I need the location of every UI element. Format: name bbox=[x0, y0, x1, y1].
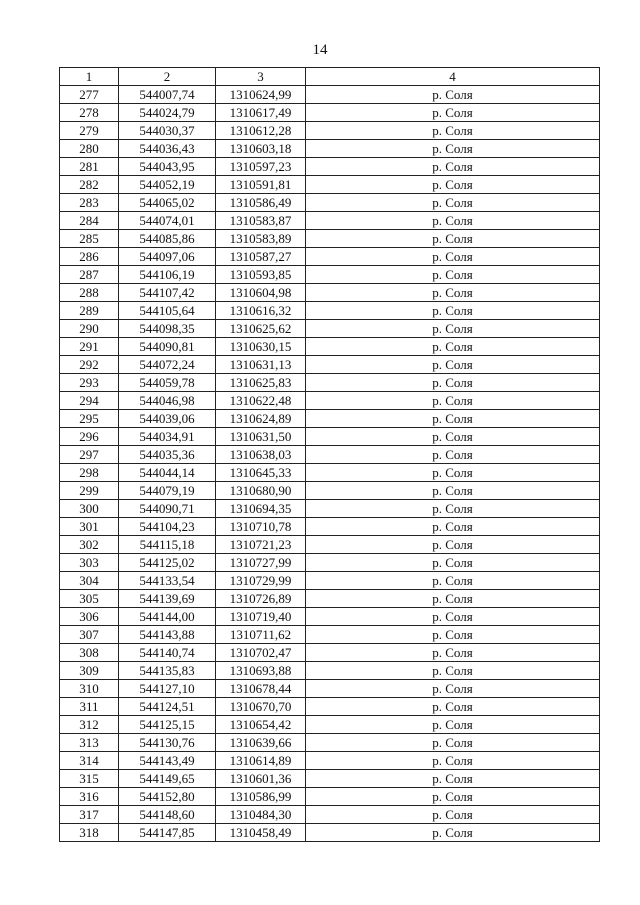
description-cell: р. Соля bbox=[306, 86, 600, 104]
description-cell: р. Соля bbox=[306, 536, 600, 554]
y-coordinate-cell: 1310604,98 bbox=[216, 284, 306, 302]
description-cell: р. Соля bbox=[306, 104, 600, 122]
table-row bbox=[60, 572, 600, 590]
x-coordinate-cell: 544046,98 bbox=[119, 392, 216, 410]
table-row bbox=[60, 392, 600, 410]
point-number-cell: 306 bbox=[60, 608, 119, 626]
table-row bbox=[60, 554, 600, 572]
table-row bbox=[60, 338, 600, 356]
description-cell: р. Соля bbox=[306, 644, 600, 662]
x-coordinate-cell: 544044,14 bbox=[119, 464, 216, 482]
point-number-cell: 303 bbox=[60, 554, 119, 572]
point-number-cell: 307 bbox=[60, 626, 119, 644]
description-cell: р. Соля bbox=[306, 248, 600, 266]
point-number-cell: 285 bbox=[60, 230, 119, 248]
y-coordinate-cell: 1310710,78 bbox=[216, 518, 306, 536]
x-coordinate-cell: 544036,43 bbox=[119, 140, 216, 158]
table-row bbox=[60, 284, 600, 302]
y-coordinate-cell: 1310654,42 bbox=[216, 716, 306, 734]
table-row bbox=[60, 122, 600, 140]
x-coordinate-cell: 544143,49 bbox=[119, 752, 216, 770]
table-row bbox=[60, 680, 600, 698]
point-number-cell: 290 bbox=[60, 320, 119, 338]
point-number-cell: 288 bbox=[60, 284, 119, 302]
point-number-cell: 293 bbox=[60, 374, 119, 392]
x-coordinate-cell: 544035,36 bbox=[119, 446, 216, 464]
header-cell-point-number: 1 bbox=[60, 68, 119, 86]
table-row bbox=[60, 140, 600, 158]
table-row bbox=[60, 788, 600, 806]
table-row bbox=[60, 248, 600, 266]
x-coordinate-cell: 544149,65 bbox=[119, 770, 216, 788]
y-coordinate-cell: 1310587,27 bbox=[216, 248, 306, 266]
header-cell-x-coordinate: 2 bbox=[119, 68, 216, 86]
x-coordinate-cell: 544007,74 bbox=[119, 86, 216, 104]
y-coordinate-cell: 1310593,85 bbox=[216, 266, 306, 284]
table-row bbox=[60, 194, 600, 212]
description-cell: р. Соля bbox=[306, 464, 600, 482]
table-body bbox=[60, 86, 600, 842]
x-coordinate-cell: 544105,64 bbox=[119, 302, 216, 320]
y-coordinate-cell: 1310726,89 bbox=[216, 590, 306, 608]
y-coordinate-cell: 1310678,44 bbox=[216, 680, 306, 698]
y-coordinate-cell: 1310616,32 bbox=[216, 302, 306, 320]
x-coordinate-cell: 544034,91 bbox=[119, 428, 216, 446]
y-coordinate-cell: 1310458,49 bbox=[216, 824, 306, 842]
point-number-cell: 299 bbox=[60, 482, 119, 500]
x-coordinate-cell: 544030,37 bbox=[119, 122, 216, 140]
description-cell: р. Соля bbox=[306, 356, 600, 374]
table-row bbox=[60, 266, 600, 284]
header-row bbox=[60, 68, 600, 86]
description-cell: р. Соля bbox=[306, 806, 600, 824]
table-row bbox=[60, 752, 600, 770]
y-coordinate-cell: 1310694,35 bbox=[216, 500, 306, 518]
y-coordinate-cell: 1310625,83 bbox=[216, 374, 306, 392]
point-number-cell: 302 bbox=[60, 536, 119, 554]
table-row bbox=[60, 518, 600, 536]
y-coordinate-cell: 1310670,70 bbox=[216, 698, 306, 716]
x-coordinate-cell: 544043,95 bbox=[119, 158, 216, 176]
point-number-cell: 297 bbox=[60, 446, 119, 464]
table-row bbox=[60, 734, 600, 752]
table-row bbox=[60, 410, 600, 428]
page-number: 14 bbox=[312, 42, 328, 58]
coordinates-table bbox=[59, 67, 600, 842]
table-row bbox=[60, 176, 600, 194]
header-cell-y-coordinate: 3 bbox=[216, 68, 306, 86]
description-cell: р. Соля bbox=[306, 302, 600, 320]
y-coordinate-cell: 1310484,30 bbox=[216, 806, 306, 824]
description-cell: р. Соля bbox=[306, 338, 600, 356]
x-coordinate-cell: 544133,54 bbox=[119, 572, 216, 590]
point-number-cell: 305 bbox=[60, 590, 119, 608]
point-number-cell: 309 bbox=[60, 662, 119, 680]
table-row bbox=[60, 158, 600, 176]
description-cell: р. Соля bbox=[306, 626, 600, 644]
table-row bbox=[60, 608, 600, 626]
table-row bbox=[60, 374, 600, 392]
x-coordinate-cell: 544130,76 bbox=[119, 734, 216, 752]
table-row bbox=[60, 104, 600, 122]
y-coordinate-cell: 1310693,88 bbox=[216, 662, 306, 680]
description-cell: р. Соля bbox=[306, 824, 600, 842]
x-coordinate-cell: 544135,83 bbox=[119, 662, 216, 680]
description-cell: р. Соля bbox=[306, 734, 600, 752]
point-number-cell: 294 bbox=[60, 392, 119, 410]
y-coordinate-cell: 1310631,50 bbox=[216, 428, 306, 446]
point-number-cell: 278 bbox=[60, 104, 119, 122]
x-coordinate-cell: 544052,19 bbox=[119, 176, 216, 194]
x-coordinate-cell: 544148,60 bbox=[119, 806, 216, 824]
point-number-cell: 295 bbox=[60, 410, 119, 428]
table-header bbox=[60, 68, 600, 86]
point-number-cell: 300 bbox=[60, 500, 119, 518]
description-cell: р. Соля bbox=[306, 770, 600, 788]
table-row bbox=[60, 662, 600, 680]
x-coordinate-cell: 544059,78 bbox=[119, 374, 216, 392]
description-cell: р. Соля bbox=[306, 266, 600, 284]
description-cell: р. Соля bbox=[306, 320, 600, 338]
point-number-cell: 292 bbox=[60, 356, 119, 374]
description-cell: р. Соля bbox=[306, 608, 600, 626]
description-cell: р. Соля bbox=[306, 680, 600, 698]
point-number-cell: 282 bbox=[60, 176, 119, 194]
description-cell: р. Соля bbox=[306, 788, 600, 806]
y-coordinate-cell: 1310617,49 bbox=[216, 104, 306, 122]
y-coordinate-cell: 1310719,40 bbox=[216, 608, 306, 626]
x-coordinate-cell: 544147,85 bbox=[119, 824, 216, 842]
x-coordinate-cell: 544127,10 bbox=[119, 680, 216, 698]
header-cell-description: 4 bbox=[306, 68, 600, 86]
description-cell: р. Соля bbox=[306, 140, 600, 158]
description-cell: р. Соля bbox=[306, 446, 600, 464]
y-coordinate-cell: 1310614,89 bbox=[216, 752, 306, 770]
point-number-cell: 310 bbox=[60, 680, 119, 698]
x-coordinate-cell: 544139,69 bbox=[119, 590, 216, 608]
x-coordinate-cell: 544079,19 bbox=[119, 482, 216, 500]
point-number-cell: 314 bbox=[60, 752, 119, 770]
x-coordinate-cell: 544140,74 bbox=[119, 644, 216, 662]
x-coordinate-cell: 544124,51 bbox=[119, 698, 216, 716]
point-number-cell: 291 bbox=[60, 338, 119, 356]
point-number-cell: 287 bbox=[60, 266, 119, 284]
description-cell: р. Соля bbox=[306, 752, 600, 770]
y-coordinate-cell: 1310639,66 bbox=[216, 734, 306, 752]
description-cell: р. Соля bbox=[306, 122, 600, 140]
description-cell: р. Соля bbox=[306, 554, 600, 572]
table-row bbox=[60, 428, 600, 446]
description-cell: р. Соля bbox=[306, 410, 600, 428]
point-number-cell: 301 bbox=[60, 518, 119, 536]
point-number-cell: 315 bbox=[60, 770, 119, 788]
point-number-cell: 280 bbox=[60, 140, 119, 158]
table-row bbox=[60, 626, 600, 644]
x-coordinate-cell: 544143,88 bbox=[119, 626, 216, 644]
table-row bbox=[60, 482, 600, 500]
description-cell: р. Соля bbox=[306, 662, 600, 680]
y-coordinate-cell: 1310711,62 bbox=[216, 626, 306, 644]
description-cell: р. Соля bbox=[306, 392, 600, 410]
x-coordinate-cell: 544107,42 bbox=[119, 284, 216, 302]
point-number-cell: 317 bbox=[60, 806, 119, 824]
table-row bbox=[60, 698, 600, 716]
point-number-cell: 279 bbox=[60, 122, 119, 140]
y-coordinate-cell: 1310631,13 bbox=[216, 356, 306, 374]
description-cell: р. Соля bbox=[306, 428, 600, 446]
x-coordinate-cell: 544074,01 bbox=[119, 212, 216, 230]
x-coordinate-cell: 544039,06 bbox=[119, 410, 216, 428]
y-coordinate-cell: 1310603,18 bbox=[216, 140, 306, 158]
description-cell: р. Соля bbox=[306, 590, 600, 608]
description-cell: р. Соля bbox=[306, 500, 600, 518]
x-coordinate-cell: 544085,86 bbox=[119, 230, 216, 248]
y-coordinate-cell: 1310630,15 bbox=[216, 338, 306, 356]
y-coordinate-cell: 1310591,81 bbox=[216, 176, 306, 194]
x-coordinate-cell: 544072,24 bbox=[119, 356, 216, 374]
y-coordinate-cell: 1310612,28 bbox=[216, 122, 306, 140]
table-row bbox=[60, 500, 600, 518]
point-number-cell: 286 bbox=[60, 248, 119, 266]
table-row bbox=[60, 212, 600, 230]
x-coordinate-cell: 544098,35 bbox=[119, 320, 216, 338]
point-number-cell: 284 bbox=[60, 212, 119, 230]
table-row bbox=[60, 446, 600, 464]
point-number-cell: 283 bbox=[60, 194, 119, 212]
description-cell: р. Соля bbox=[306, 518, 600, 536]
description-cell: р. Соля bbox=[306, 482, 600, 500]
y-coordinate-cell: 1310624,99 bbox=[216, 86, 306, 104]
x-coordinate-cell: 544090,81 bbox=[119, 338, 216, 356]
table-row bbox=[60, 590, 600, 608]
point-number-cell: 312 bbox=[60, 716, 119, 734]
table-row bbox=[60, 356, 600, 374]
y-coordinate-cell: 1310583,87 bbox=[216, 212, 306, 230]
description-cell: р. Соля bbox=[306, 158, 600, 176]
table-row bbox=[60, 464, 600, 482]
x-coordinate-cell: 544152,80 bbox=[119, 788, 216, 806]
y-coordinate-cell: 1310625,62 bbox=[216, 320, 306, 338]
x-coordinate-cell: 544104,23 bbox=[119, 518, 216, 536]
table-row bbox=[60, 644, 600, 662]
x-coordinate-cell: 544115,18 bbox=[119, 536, 216, 554]
description-cell: р. Соля bbox=[306, 176, 600, 194]
y-coordinate-cell: 1310645,33 bbox=[216, 464, 306, 482]
table-row bbox=[60, 770, 600, 788]
table-row bbox=[60, 302, 600, 320]
description-cell: р. Соля bbox=[306, 284, 600, 302]
x-coordinate-cell: 544144,00 bbox=[119, 608, 216, 626]
y-coordinate-cell: 1310721,23 bbox=[216, 536, 306, 554]
description-cell: р. Соля bbox=[306, 374, 600, 392]
point-number-cell: 289 bbox=[60, 302, 119, 320]
point-number-cell: 281 bbox=[60, 158, 119, 176]
y-coordinate-cell: 1310586,99 bbox=[216, 788, 306, 806]
point-number-cell: 311 bbox=[60, 698, 119, 716]
table-row bbox=[60, 536, 600, 554]
y-coordinate-cell: 1310727,99 bbox=[216, 554, 306, 572]
point-number-cell: 304 bbox=[60, 572, 119, 590]
description-cell: р. Соля bbox=[306, 572, 600, 590]
table-row bbox=[60, 716, 600, 734]
description-cell: р. Соля bbox=[306, 230, 600, 248]
x-coordinate-cell: 544097,06 bbox=[119, 248, 216, 266]
x-coordinate-cell: 544106,19 bbox=[119, 266, 216, 284]
point-number-cell: 318 bbox=[60, 824, 119, 842]
y-coordinate-cell: 1310729,99 bbox=[216, 572, 306, 590]
table-row bbox=[60, 824, 600, 842]
y-coordinate-cell: 1310702,47 bbox=[216, 644, 306, 662]
x-coordinate-cell: 544125,02 bbox=[119, 554, 216, 572]
x-coordinate-cell: 544125,15 bbox=[119, 716, 216, 734]
point-number-cell: 277 bbox=[60, 86, 119, 104]
point-number-cell: 296 bbox=[60, 428, 119, 446]
y-coordinate-cell: 1310583,89 bbox=[216, 230, 306, 248]
x-coordinate-cell: 544090,71 bbox=[119, 500, 216, 518]
x-coordinate-cell: 544065,02 bbox=[119, 194, 216, 212]
y-coordinate-cell: 1310597,23 bbox=[216, 158, 306, 176]
y-coordinate-cell: 1310638,03 bbox=[216, 446, 306, 464]
y-coordinate-cell: 1310680,90 bbox=[216, 482, 306, 500]
point-number-cell: 316 bbox=[60, 788, 119, 806]
y-coordinate-cell: 1310624,89 bbox=[216, 410, 306, 428]
description-cell: р. Соля bbox=[306, 716, 600, 734]
table-row bbox=[60, 320, 600, 338]
description-cell: р. Соля bbox=[306, 698, 600, 716]
table-row bbox=[60, 230, 600, 248]
y-coordinate-cell: 1310601,36 bbox=[216, 770, 306, 788]
table-row bbox=[60, 86, 600, 104]
y-coordinate-cell: 1310622,48 bbox=[216, 392, 306, 410]
point-number-cell: 308 bbox=[60, 644, 119, 662]
x-coordinate-cell: 544024,79 bbox=[119, 104, 216, 122]
description-cell: р. Соля bbox=[306, 194, 600, 212]
point-number-cell: 298 bbox=[60, 464, 119, 482]
y-coordinate-cell: 1310586,49 bbox=[216, 194, 306, 212]
table-row bbox=[60, 806, 600, 824]
description-cell: р. Соля bbox=[306, 212, 600, 230]
point-number-cell: 313 bbox=[60, 734, 119, 752]
